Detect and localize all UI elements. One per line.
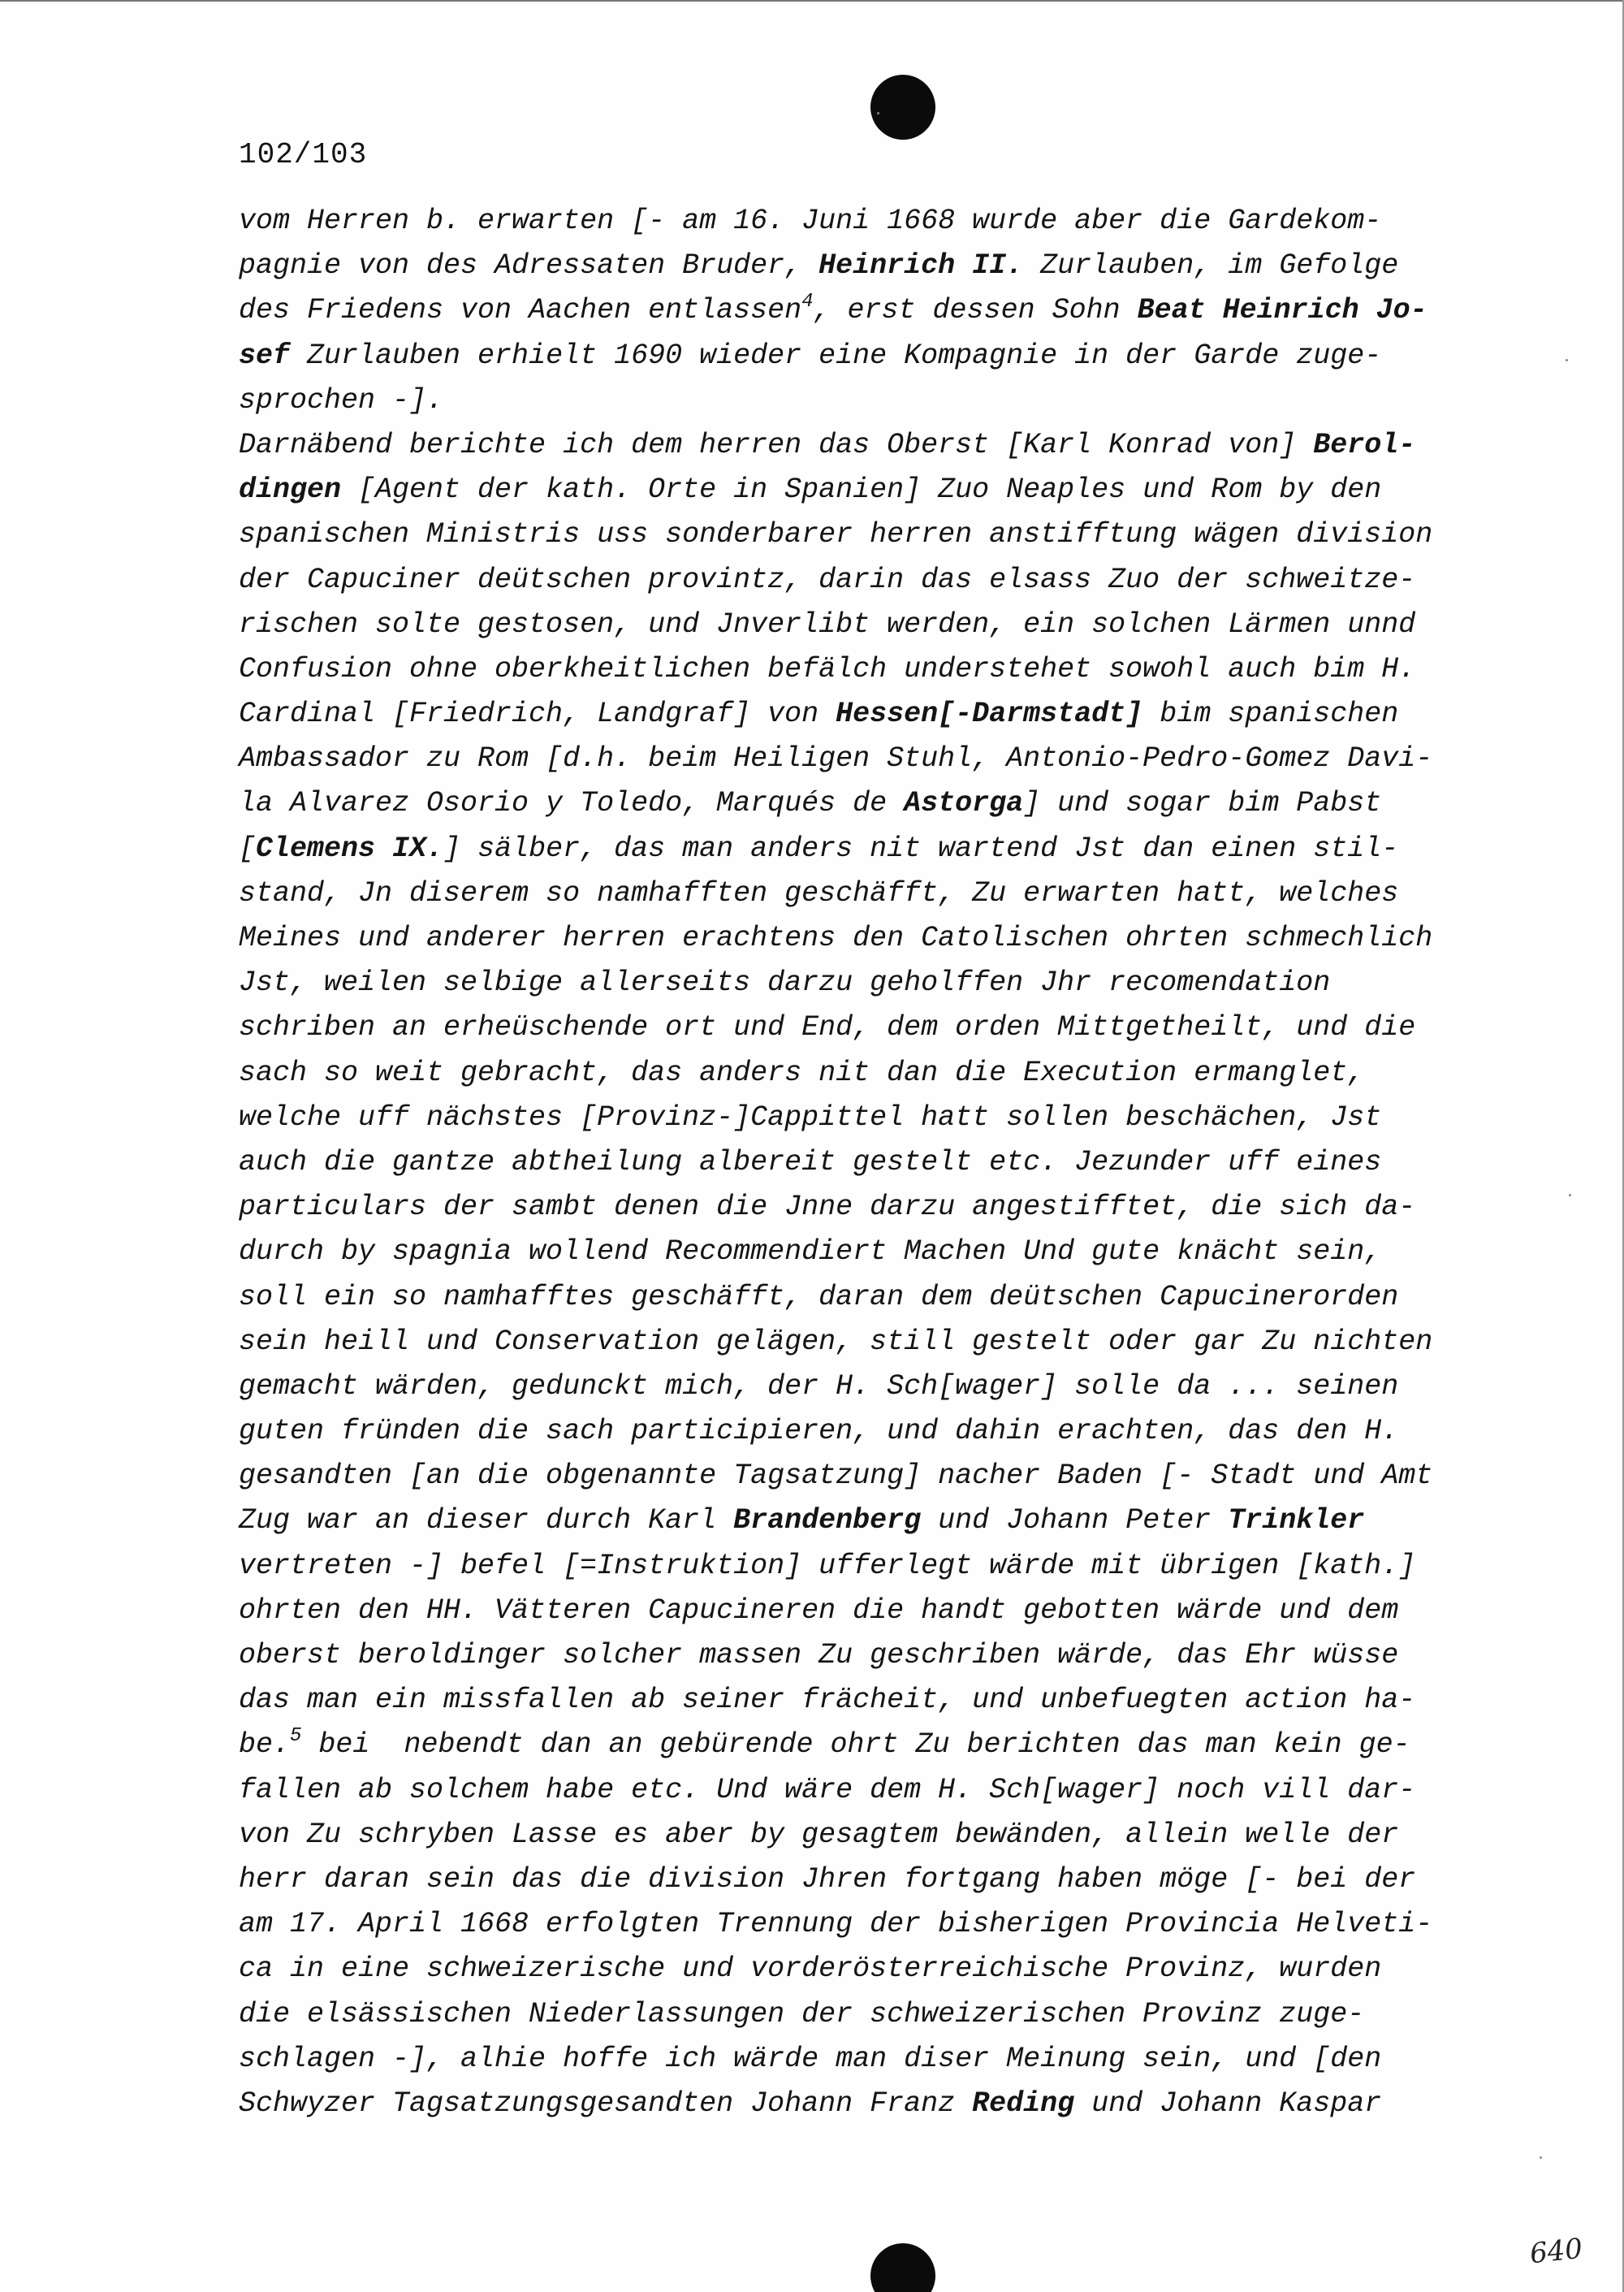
text-line [239, 558, 1489, 603]
text-line [239, 1589, 1489, 1633]
text-run: ] sälber, das man anders nit wartend Jst dan einen stil- [443, 832, 1399, 865]
text-run: rischen solte gestosen, und Jnverlibt werden, ein solchen Lärmen unnd [239, 608, 1416, 641]
text-run: Schwyzer Tagsatzungsgesandten Johann Franz [239, 2087, 973, 2120]
bold-name: sef [239, 339, 291, 372]
text-line [239, 827, 1489, 871]
text-line [239, 334, 1489, 378]
bold-name: Reding [972, 2087, 1075, 2120]
text-run: am 17. April 1668 erfolgten Trennung der bisherigen Provincia Helveti- [239, 1908, 1433, 1941]
text-line [239, 1992, 1489, 2037]
paper-speck [877, 112, 879, 115]
text-run: Jst, weilen selbige allerseits darzu geholffen Jhr recomendation [239, 967, 1331, 1000]
text-run: Confusion ohne oberkheitlichen befälch understehet sowohl auch bim H. [239, 652, 1416, 685]
bold-name: Trinkler [1228, 1504, 1365, 1537]
text-run: von Zu schryben Lasse es aber by gesagtem bewänden, allein welle der [239, 1818, 1399, 1851]
bold-name: Clemens IX. [256, 832, 444, 865]
text-line [239, 1275, 1489, 1320]
body-text [239, 199, 1489, 2126]
text-line [239, 737, 1489, 781]
text-run: vertreten -] befel [=Instruktion] ufferlegt wärde mit übrigen [kath.] [239, 1549, 1416, 1582]
text-line [239, 2082, 1489, 2126]
text-run: sein heill und Conservation gelägen, still gestelt oder gar Zu nichten [239, 1325, 1433, 1358]
text-run: be. [239, 1728, 291, 1762]
text-line [239, 244, 1489, 288]
text-run: spanischen Ministris uss sonderbarer herren anstifftung wägen division [239, 518, 1433, 551]
text-run: ohrten den HH. Vätteren Capucineren die handt gebotten wärde und dem [239, 1594, 1399, 1627]
text-run: durch by spagnia wollend Recommendiert Machen Und gute knächt sein, [239, 1235, 1382, 1269]
text-run: [ [239, 832, 257, 865]
text-run: Cardinal [Friedrich, Landgraf] von [239, 698, 836, 731]
text-run: des Friedens von Aachen entlassen [239, 294, 802, 327]
text-run: particulars der sambt denen die Jnne darzu angestifftet, die sich da- [239, 1191, 1416, 1224]
punch-hole-top [870, 75, 935, 140]
text-run: Zug war an dieser durch Karl [239, 1504, 734, 1537]
text-run: Zurlauben, im Gefolge [1023, 249, 1399, 283]
text-line [239, 1409, 1489, 1454]
text-run: pagnie von des Adressaten Bruder, [239, 249, 819, 283]
text-line [239, 1230, 1489, 1274]
text-run: welche uff nächstes [Provinz-]Cappittel hatt sollen beschächen, Jst [239, 1101, 1382, 1134]
paper-speck [1569, 1194, 1571, 1196]
text-run: sach so weit gebracht, das anders nit dan die Execution ermanglet, [239, 1056, 1365, 1089]
text-run: , erst dessen Sohn [813, 294, 1138, 327]
text-run: [Agent der kath. Orte in Spanien] Zuo Neaples und Rom by den [341, 474, 1382, 507]
bold-name: Hessen[-Darmstadt] [836, 698, 1143, 731]
text-run: Zurlauben erhielt 1690 wieder eine Kompagnie in der Garde zuge- [290, 339, 1382, 372]
punch-hole-bottom [870, 2243, 935, 2292]
text-run: und Johann Peter [921, 1504, 1229, 1537]
text-run: Ambassador zu Rom [d.h. beim Heiligen Stuhl, Antonio-Pedro-Gomez Davi- [239, 742, 1433, 776]
text-run: soll ein so namhafftes geschäfft, daran dem deütschen Capucinerorden [239, 1280, 1399, 1313]
text-run: die elsässischen Niederlassungen der schweizerischen Provinz zuge- [239, 1997, 1365, 2030]
text-line [239, 1140, 1489, 1185]
text-line [239, 378, 1489, 423]
text-line [239, 1633, 1489, 1678]
text-run: und Johann Kaspar [1074, 2087, 1382, 2120]
text-line [239, 512, 1489, 557]
text-line [239, 1320, 1489, 1364]
text-line [239, 1454, 1489, 1498]
page-reference: 102/103 [239, 138, 368, 171]
text-run: auch die gantze abtheilung albereit gestelt etc. Jezunder uff eines [239, 1145, 1382, 1178]
text-run: oberst beroldinger solcher massen Zu geschriben wärde, das Ehr wüsse [239, 1639, 1399, 1671]
text-line [239, 1544, 1489, 1589]
text-line [239, 871, 1489, 916]
text-run: bim spanischen [1142, 698, 1399, 731]
text-line [239, 1005, 1489, 1050]
text-line [239, 1185, 1489, 1230]
text-line [239, 1902, 1489, 1947]
bold-name: Heinrich II. [818, 249, 1024, 283]
text-run: schlagen -], alhie hoffe ich wärde man diser Meinung sein, und [den [239, 2042, 1382, 2075]
footnote-marker: 4 [801, 291, 814, 314]
text-run: bei nebendt dan an gebürende ohrt Zu berichten das man kein ge- [301, 1728, 1410, 1762]
page-edge-top [0, 0, 1624, 2]
text-run: ] und sogar bim Pabst [1023, 787, 1382, 820]
text-line [239, 288, 1489, 333]
text-line [239, 1768, 1489, 1813]
text-run: Darnäbend berichte ich dem herren das Oberst [Karl Konrad von] [239, 428, 1314, 461]
text-line [239, 1813, 1489, 1857]
handwritten-archive-number: 640 [1528, 2232, 1584, 2271]
text-line [239, 199, 1489, 244]
text-run: schriben an erheüschende ort und End, dem orden Mittgetheilt, und die [239, 1011, 1416, 1044]
bold-name: Brandenberg [733, 1504, 922, 1537]
text-line [239, 468, 1489, 512]
text-line [239, 692, 1489, 737]
text-line [239, 1051, 1489, 1096]
bold-name: Beat Heinrich Jo- [1137, 294, 1427, 327]
text-line [239, 647, 1489, 692]
text-run: Meines und anderer herren erachtens den Catolischen ohrten schmechlich [239, 922, 1433, 954]
text-run: der Capuciner deütschen provintz, darin das elsass Zuo der schweitze- [239, 563, 1416, 596]
text-run: vom Herren b. erwarten [- am 16. Juni 1668 wurde aber die Gardekom- [239, 205, 1382, 237]
bold-name: dingen [239, 474, 342, 507]
text-line [239, 1723, 1489, 1767]
text-line [239, 423, 1489, 468]
text-run: das man ein missfallen ab seiner frächeit, und unbefuegten action ha- [239, 1684, 1416, 1717]
text-run: herr daran sein das die division Jhren fortgang haben möge [- bei der [239, 1862, 1416, 1896]
paper-speck [1566, 359, 1568, 361]
text-line [239, 916, 1489, 961]
text-line [239, 1364, 1489, 1409]
text-run: la Alvarez Osorio y Toledo, Marqués de [239, 787, 905, 820]
text-run: fallen ab solchem habe etc. Und wäre dem H. Sch[wager] noch vill dar- [239, 1773, 1416, 1806]
text-line [239, 1947, 1489, 1991]
text-run: guten fründen die sach participieren, und dahin erachten, das den H. [239, 1415, 1399, 1448]
text-line [239, 781, 1489, 826]
text-line [239, 603, 1489, 647]
text-run: sprochen -]. [239, 383, 444, 417]
text-line [239, 2037, 1489, 2082]
text-run: gemacht wärden, gedunckt mich, der H. Sch[wager] solle da ... seinen [239, 1369, 1399, 1403]
text-line [239, 1678, 1489, 1723]
footnote-marker: 5 [290, 1725, 302, 1748]
text-line [239, 1498, 1489, 1543]
text-line [239, 1096, 1489, 1140]
text-run: gesandten [an die obgenannte Tagsatzung] nacher Baden [- Stadt und Amt [239, 1460, 1433, 1493]
text-run: ca in eine schweizerische und vorderösterreichische Provinz, wurden [239, 1953, 1382, 1986]
bold-name: Berol- [1313, 428, 1416, 461]
text-line [239, 1857, 1489, 1902]
bold-name: Astorga [904, 787, 1024, 820]
paper-speck [1540, 2156, 1542, 2159]
text-line [239, 961, 1489, 1005]
text-run: stand, Jn diserem so namhafften geschäfft, Zu erwarten hatt, welches [239, 876, 1399, 910]
